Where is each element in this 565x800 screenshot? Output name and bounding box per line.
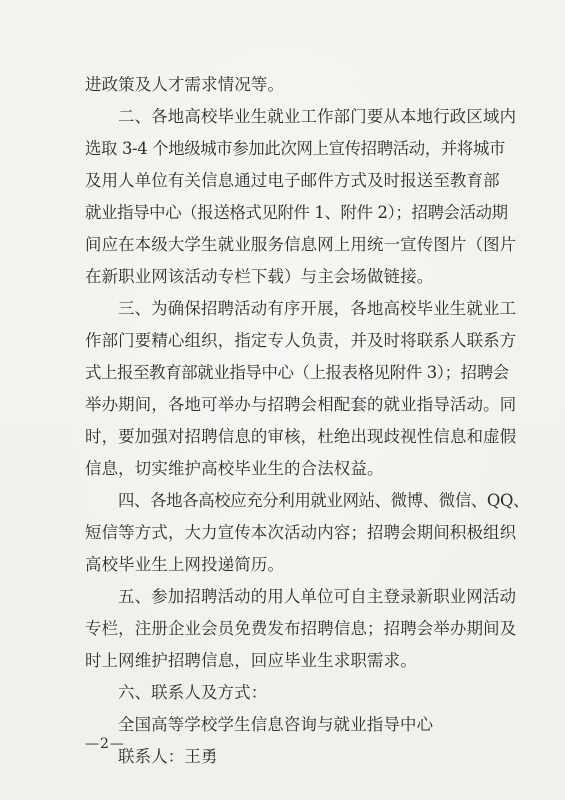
text-line-3: 选取 3-4 个地级城市参加此次网上宣传招聘活动，并将城市 <box>85 139 506 158</box>
text-line-14: 四、各地各高校应充分利用就业网站、微博、微信、QQ、 <box>118 491 530 510</box>
text-line-6: 间应在本级大学生就业服务信息网上用统一宣传图片（图片 <box>85 235 517 254</box>
text-line-16: 高校毕业生上网投递简历。 <box>85 555 285 574</box>
text-line-8: 三、为确保招聘活动有序开展，各地高校毕业生就业工 <box>118 299 517 318</box>
text-line-15: 短信等方式，大力宣传本次活动内容；招聘会期间积极组织 <box>85 523 517 542</box>
text-line-22: 联系人：王勇 <box>118 747 218 766</box>
text-line-7: 在新职业网该活动专栏下载）与主会场做链接。 <box>85 267 434 286</box>
text-line-21: 全国高等学校学生信息咨询与就业指导中心 <box>118 715 434 734</box>
text-line-18: 专栏，注册企业会员免费发布招聘信息；招聘会举办期间及 <box>85 619 517 638</box>
text-line-4: 及用人单位有关信息通过电子邮件方式及时报送至教育部 <box>85 171 500 190</box>
text-line-1: 进政策及人才需求情况等。 <box>85 75 285 94</box>
text-line-20: 六、联系人及方式： <box>118 683 268 702</box>
text-line-12: 时，要加强对招聘信息的审核，杜绝出现歧视性信息和虚假 <box>85 427 517 446</box>
text-line-2: 二、各地高校毕业生就业工作部门要从本地行政区域内 <box>118 107 517 126</box>
page-number: —2— <box>85 736 125 752</box>
text-line-19: 时上网维护招聘信息，回应毕业生求职需求。 <box>85 651 417 670</box>
text-line-13: 信息，切实维护高校毕业生的合法权益。 <box>85 459 384 478</box>
text-line-17: 五、参加招聘活动的用人单位可自主登录新职业网活动 <box>118 587 517 606</box>
text-line-10: 式上报至教育部就业指导中心（上报表格见附件 3）；招聘会 <box>85 363 509 382</box>
text-line-9: 作部门要精心组织，指定专人负责，并及时将联系人联系方 <box>85 331 517 350</box>
text-line-5: 就业指导中心（报送格式见附件 1、附件 2）；招聘会活动期 <box>85 203 508 222</box>
text-line-11: 举办期间，各地可举办与招聘会相配套的就业指导活动。同 <box>85 395 517 414</box>
